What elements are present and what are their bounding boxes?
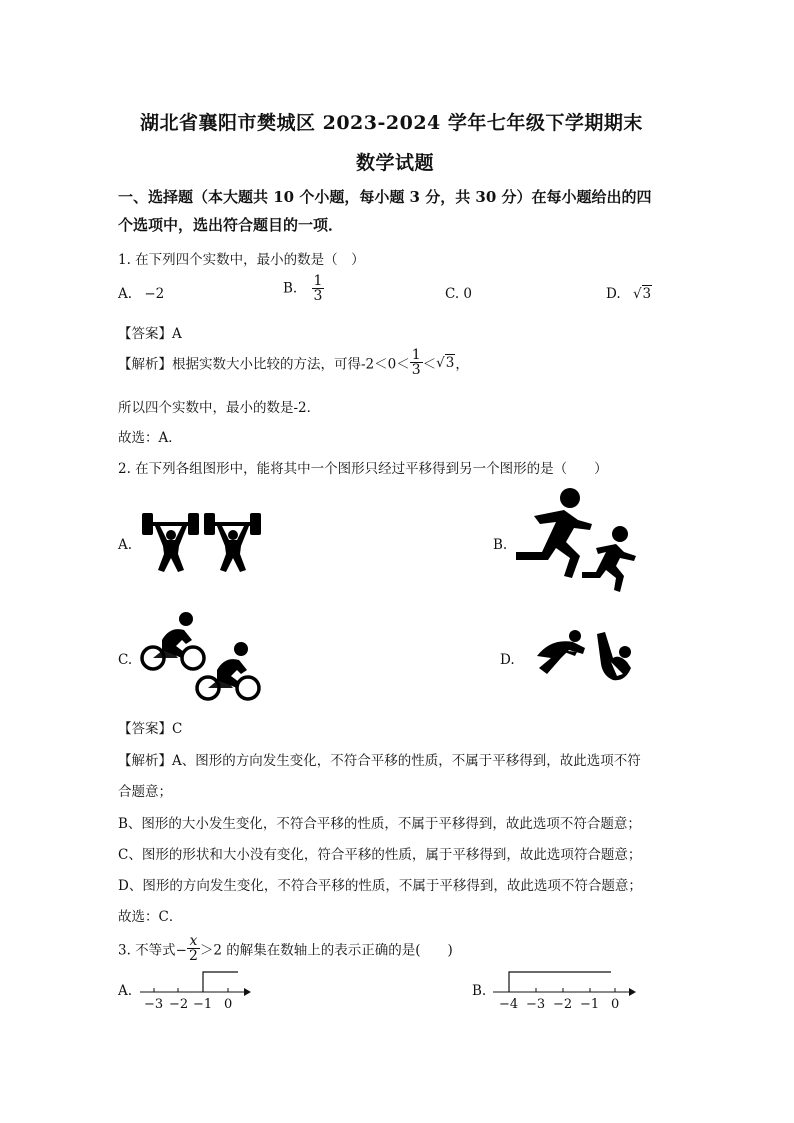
sqrt-radicand: 3: [642, 286, 652, 302]
q1-analysis-denominator: 3: [411, 362, 421, 378]
q3-stem-prefix: 3. 不等式−: [118, 942, 187, 959]
q2-answer: 【答案】C: [118, 721, 183, 737]
athlete-pictogram-pair: [533, 628, 638, 684]
paper-title-line2: 数学试题: [356, 152, 435, 174]
q1-answer: 【答案】A: [118, 326, 182, 342]
q1-option-d-sqrt: [633, 286, 652, 302]
solution-bracket: [509, 972, 611, 992]
q1-analysis-lt: ＜: [422, 356, 437, 373]
axis-tick-label: −1: [580, 997, 600, 1012]
q2-option-c: C.: [118, 652, 133, 668]
q3-denominator: 2: [188, 948, 198, 964]
q2-analysis-line4: C、图形的形状和大小没有变化，符合平移的性质，属于平移得到，故此选项符合题意；: [118, 847, 642, 863]
weightlifter-pictogram-pair: [138, 510, 263, 576]
q1-analysis-line1: [118, 348, 469, 377]
sqrt-sign: √: [436, 354, 445, 371]
q3-stem-suffix: ＞2 的解集在数轴上的表示正确的是( ): [199, 942, 453, 959]
runner-pictogram-pair: [512, 486, 638, 598]
cyclist-pictogram-pair: [138, 610, 263, 702]
q1-option-a-value: −2: [144, 286, 165, 302]
q2-analysis-line3: B、图形的大小发生变化，不符合平移的性质，不属于平移得到，故此选项不符合题意；: [118, 816, 641, 832]
q1-stem: 1. 在下列四个实数中，最小的数是（ ）: [118, 252, 365, 268]
axis-tick-label: −1: [193, 997, 213, 1012]
q2-stem: 2. 在下列各组图形中，能将其中一个图形只经过平移得到另一个图形的是（ ）: [118, 461, 608, 477]
sqrt-sign: √: [632, 286, 642, 302]
q3-number-line-a: [140, 966, 252, 1014]
q1-choice: 故选：A．: [118, 430, 182, 446]
q1-option-b-fraction: [312, 274, 325, 303]
q2-option-b: B.: [493, 537, 508, 553]
q1-option-b: [283, 274, 324, 303]
axis-tick-label: −2: [169, 997, 189, 1012]
q2-analysis-line5: D、图形的方向发生变化，不符合平移的性质，不属于平移得到，故此选项不符合题意；: [118, 878, 642, 894]
q2-analysis-line1: 【解析】A、图形的方向发生变化，不符合平移的性质，不属于平移得到，故此选项不符: [118, 753, 641, 769]
axis-tick-label: 0: [224, 997, 233, 1012]
q1-option-b-numerator: 1: [313, 273, 323, 289]
q3-number-line-b: [493, 966, 638, 1014]
section-heading-line1: 一、选择题（本大题共 10 个小题，每小题 3 分，共 30 分）在每小题给出的四: [118, 188, 652, 206]
q1-option-b-label: B.: [283, 280, 298, 297]
q3-numerator: x: [187, 934, 200, 949]
q1-option-d-label: D.: [606, 286, 621, 302]
q1-option-b-denominator: 3: [313, 288, 323, 304]
section-heading-line2: 个选项中，选出符合题目的一项．: [118, 216, 344, 234]
q2-option-a: A.: [118, 537, 133, 553]
q1-option-d: [606, 286, 652, 302]
axis-tick-label: −3: [526, 997, 546, 1012]
q1-option-a: [118, 286, 164, 302]
q1-option-a-label: A.: [118, 286, 133, 302]
q1-analysis-prefix: 【解析】根据实数大小比较的方法，可得-2＜0＜: [118, 356, 410, 373]
q2-analysis-line2: 合题意；: [118, 784, 172, 800]
axis-arrow: [629, 988, 636, 996]
q1-analysis-sqrt: [436, 355, 455, 371]
axis-tick-label: −3: [144, 997, 164, 1012]
q1-analysis-numerator: 1: [411, 347, 421, 363]
q1-analysis-fraction: [410, 348, 423, 377]
q1-analysis-line2: 所以四个实数中，最小的数是-2．: [118, 400, 321, 416]
axis-tick-label: −4: [499, 997, 519, 1012]
axis-tick-label: −2: [553, 997, 573, 1012]
q3-option-b: B.: [472, 983, 487, 999]
solution-bracket: [203, 972, 238, 992]
paper-title-line1: 湖北省襄阳市樊城区 2023-2024 学年七年级下学期期末: [140, 112, 643, 134]
q2-option-d: D.: [500, 652, 515, 668]
q1-option-c: C. 0: [445, 286, 473, 302]
sqrt-radicand: 3: [445, 354, 455, 371]
axis-arrow: [244, 988, 251, 996]
q1-analysis-suffix: ，: [455, 356, 469, 373]
axis-tick-label: 0: [611, 997, 620, 1012]
q2-choice: 故选：C．: [118, 909, 183, 925]
q3-option-a: A.: [118, 983, 133, 999]
q3-stem: [118, 934, 453, 963]
q3-fraction: [187, 934, 200, 963]
